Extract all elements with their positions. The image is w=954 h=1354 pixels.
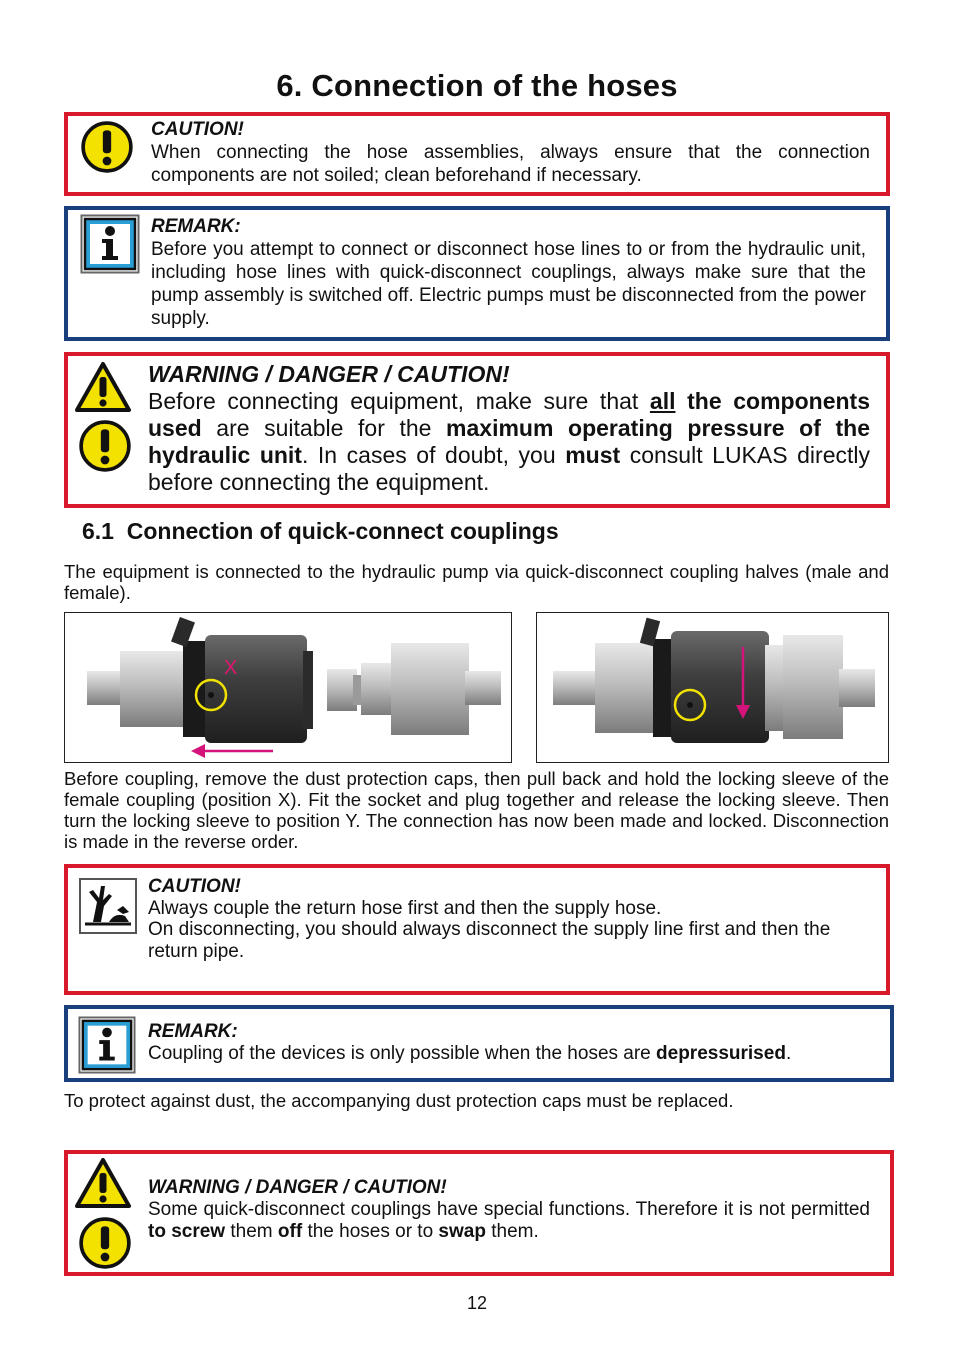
page-title: 6. Connection of the hoses — [276, 68, 678, 103]
caution-icon — [78, 419, 132, 473]
remark-text: Before you attempt to connect or disconnect hose lines to or from the hydraulic unit, including hose lines with quick-disconnect couplings, always make sure that the pump assembly is switched off. Electric pumps must be disconnected from the power supply. — [151, 239, 866, 329]
procedure-text: Before coupling, remove the dust protection caps, then pull back and hold the locking sleeve of the female coupling (position X). Fit the socket and plug together and release the locking sleeve. Then turn the locking sleeve to position Y. The connection has now been made and locked. Disconnection is made in the reverse order. — [64, 768, 889, 852]
caution-icon — [80, 120, 134, 174]
coupling-photo-uncoupled — [64, 612, 512, 763]
caution-text: When connecting the hose assemblies, always ensure that the connection components are not soiled; clean beforehand if necessary. — [151, 142, 870, 186]
environment-caution-text-block — [148, 876, 870, 962]
remark-text-block — [151, 215, 866, 330]
caution-title: CAUTION! — [151, 119, 244, 140]
warning-2-text-block: WARNING / DANGER / CAUTION! Some quick-disconnect couplings have special functions. Therefore it is not permitted to screw them off the hoses or to swap them. — [148, 1177, 870, 1242]
info-icon — [78, 1016, 136, 1074]
position-x-label: X — [224, 657, 238, 679]
warning-2-title: WARNING / DANGER / CAUTION! — [148, 1177, 447, 1198]
remark-2-text-block: REMARK: Coupling of the devices is only possible when the hoses are depressurised. — [148, 1021, 878, 1065]
warning-title: WARNING / DANGER / CAUTION! — [148, 361, 510, 387]
environment-caution-line2: On disconnecting, you should always disconnect the supply line first and then the return pipe. — [148, 919, 831, 962]
info-icon — [80, 214, 140, 274]
environment-caution-line1: Always couple the return hose first and then the supply hose. — [148, 897, 662, 919]
caution-text-block — [151, 118, 870, 187]
remark-title: REMARK: — [151, 216, 241, 237]
warning-triangle-icon — [74, 360, 132, 414]
warning-text-block: WARNING / DANGER / CAUTION! Before connecting equipment, make sure that all the components used are suitable for the maximum operating pressure of the hydraulic unit. In cases of doubt, you must consult LUKAS directly before connecting the equipment. — [148, 361, 870, 495]
environment-caution-title: CAUTION! — [148, 876, 241, 897]
page-number: 12 — [466, 1293, 488, 1313]
warning-triangle-icon — [74, 1156, 132, 1210]
coupling-photo-coupled — [536, 612, 889, 763]
section-heading: 6.1 Connection of quick-connect couplings — [82, 518, 559, 544]
dust-text: To protect against dust, the accompanying dust protection caps must be replaced. — [64, 1090, 734, 1111]
environment-icon — [79, 878, 137, 934]
remark-2-title: REMARK: — [148, 1021, 238, 1042]
intro-text: The equipment is connected to the hydraulic pump via quick-disconnect coupling halves (male and female). — [64, 561, 889, 603]
caution-icon — [78, 1216, 132, 1270]
